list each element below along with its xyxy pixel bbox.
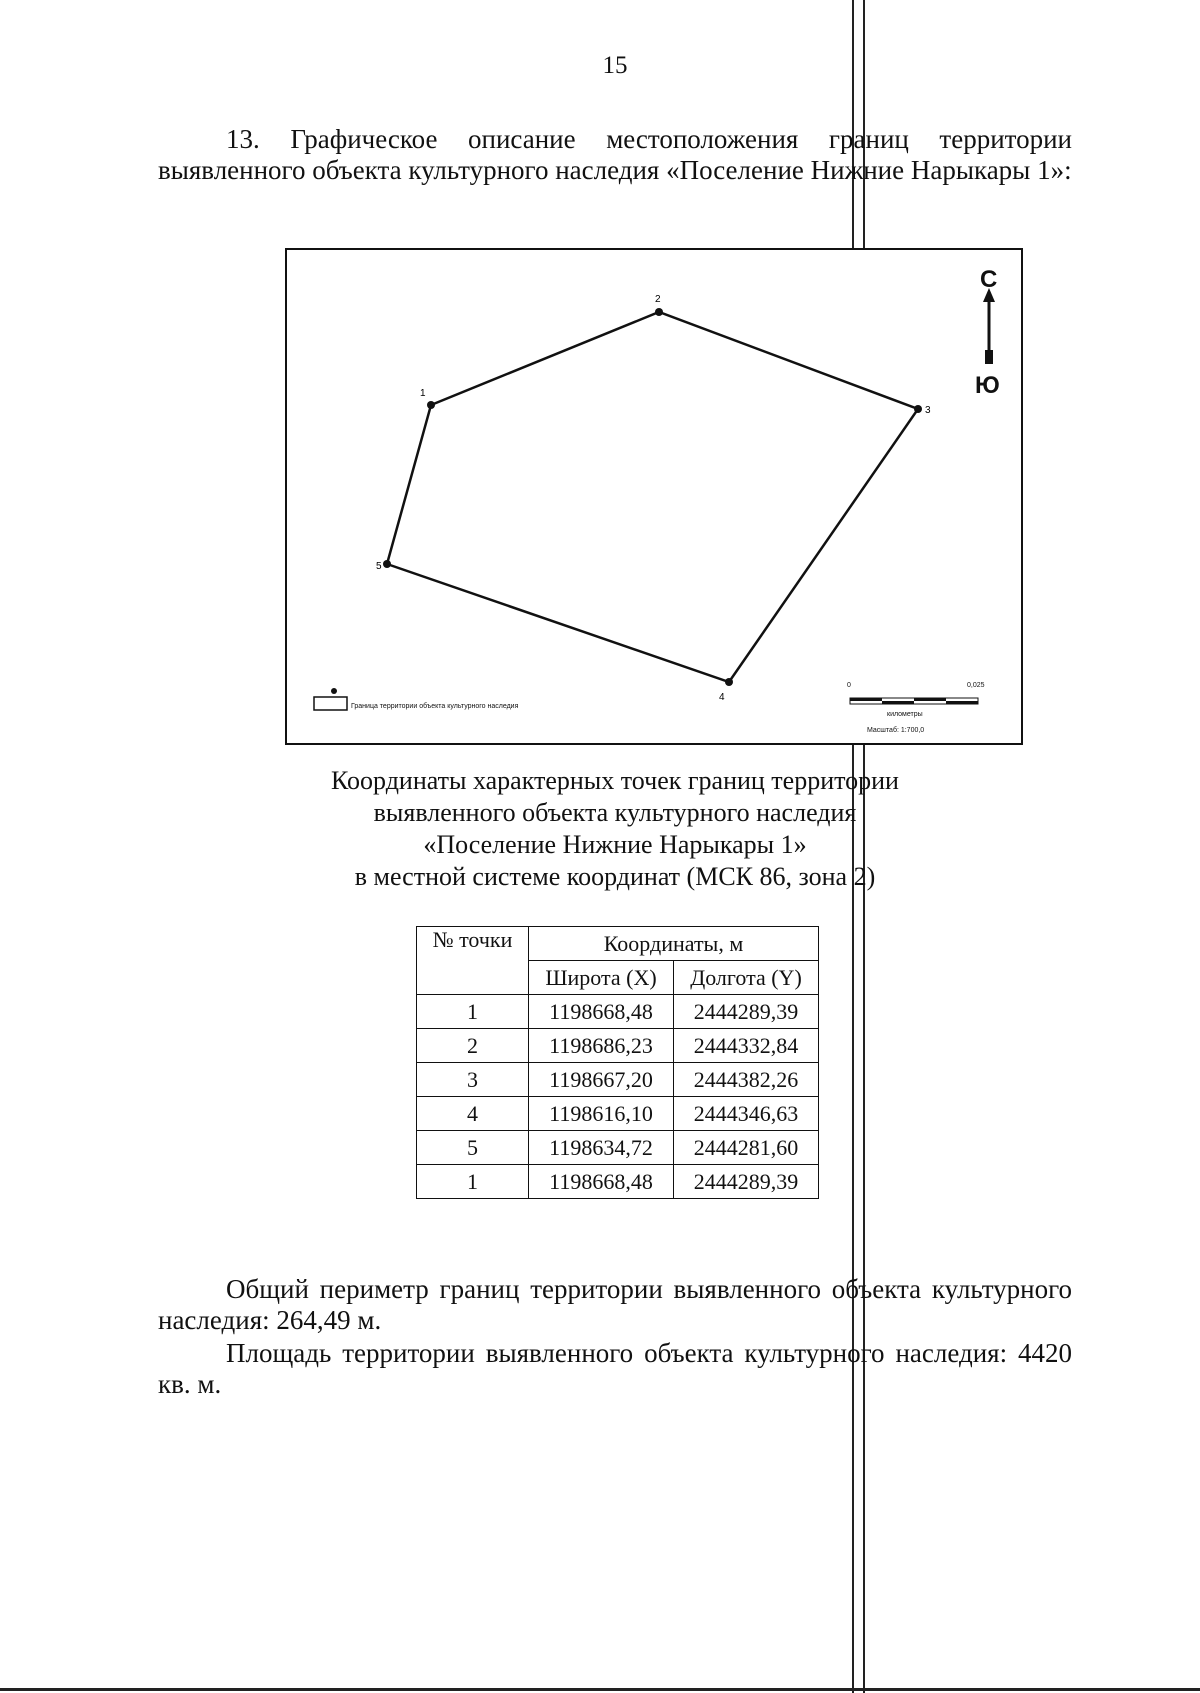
header-y: Долгота (Y) [674, 961, 819, 995]
vertex-marker-4 [725, 678, 733, 686]
header-point: № точки [417, 927, 529, 995]
scale-units-label: километры [887, 711, 923, 718]
vertex-marker-2 [655, 308, 663, 316]
cell-y: 2444289,39 [674, 995, 819, 1029]
table-row [417, 995, 819, 1029]
scale-start-label: 0 [847, 682, 851, 689]
legend-boundary-symbol [314, 688, 347, 710]
table-header-row [417, 927, 819, 961]
area-text: Площадь территории выявленного объекта культурного наследия: 4420 кв. м. [158, 1338, 1072, 1399]
coordinates-table [416, 926, 819, 1199]
scale-end-label: 0,025 [967, 682, 985, 689]
vertex-marker-3 [914, 405, 922, 413]
scale-ratio-label: Масштаб: 1:700,0 [867, 727, 925, 734]
cell-y: 2444332,84 [674, 1029, 819, 1063]
cell-point: 3 [417, 1063, 529, 1097]
area-paragraph [158, 1338, 1072, 1400]
vertex-marker-5 [383, 560, 391, 568]
cell-point: 2 [417, 1029, 529, 1063]
vertex-label-3: 3 [925, 405, 931, 416]
north-arrow-icon [983, 288, 995, 364]
cell-y: 2444382,26 [674, 1063, 819, 1097]
table-caption [0, 765, 1200, 893]
boundary-map-svg [287, 250, 1021, 743]
vertex-label-1: 1 [420, 388, 426, 399]
vertex-marker-1 [427, 401, 435, 409]
cell-point: 1 [417, 1165, 529, 1199]
cell-point: 5 [417, 1131, 529, 1165]
north-label: С [980, 266, 998, 293]
south-label: Ю [975, 372, 1000, 399]
cell-x: 1198686,23 [529, 1029, 674, 1063]
vertex-label-2: 2 [655, 294, 661, 305]
cell-point: 4 [417, 1097, 529, 1131]
cell-x: 1198634,72 [529, 1131, 674, 1165]
scale-bar [850, 698, 978, 704]
cell-x: 1198667,20 [529, 1063, 674, 1097]
boundary-map [285, 248, 1023, 745]
cell-x: 1198616,10 [529, 1097, 674, 1131]
cell-y: 2444346,63 [674, 1097, 819, 1131]
perimeter-paragraph [158, 1274, 1072, 1336]
caption-line-4: в местной системе координат (МСК 86, зона 2) [354, 862, 876, 891]
section-13-text: 13. Графическое описание местоположения границ территории выявленного объекта культурного наследия «Поселение Нижние Нарыкары 1»: [158, 124, 1072, 185]
header-x: Широта (X) [529, 961, 674, 995]
caption-line-2: выявленного объекта культурного наследия [373, 798, 857, 827]
vertex-label-4: 4 [719, 692, 725, 703]
table-row [417, 1029, 819, 1063]
boundary-polygon [387, 312, 918, 682]
perimeter-text: Общий периметр границ территории выявленного объекта культурного наследия: 264,49 м. [158, 1274, 1072, 1335]
cell-x: 1198668,48 [529, 995, 674, 1029]
table-row [417, 1097, 819, 1131]
table-row [417, 1165, 819, 1199]
caption-line-3: «Поселение Нижние Нарыкары 1» [423, 830, 807, 859]
page-number: 15 [602, 52, 628, 79]
cell-x: 1198668,48 [529, 1165, 674, 1199]
vertex-label-5: 5 [376, 561, 382, 572]
legend-label: Граница территории объекта культурного наследия [351, 703, 519, 710]
cell-y: 2444281,60 [674, 1131, 819, 1165]
header-coords: Координаты, м [529, 927, 819, 961]
section-13-paragraph [158, 124, 1072, 186]
table-row [417, 1063, 819, 1097]
cell-y: 2444289,39 [674, 1165, 819, 1199]
caption-line-1: Координаты характерных точек границ территории [331, 766, 899, 795]
cell-point: 1 [417, 995, 529, 1029]
scan-edge-bottom [0, 1688, 1200, 1691]
table-row [417, 1131, 819, 1165]
